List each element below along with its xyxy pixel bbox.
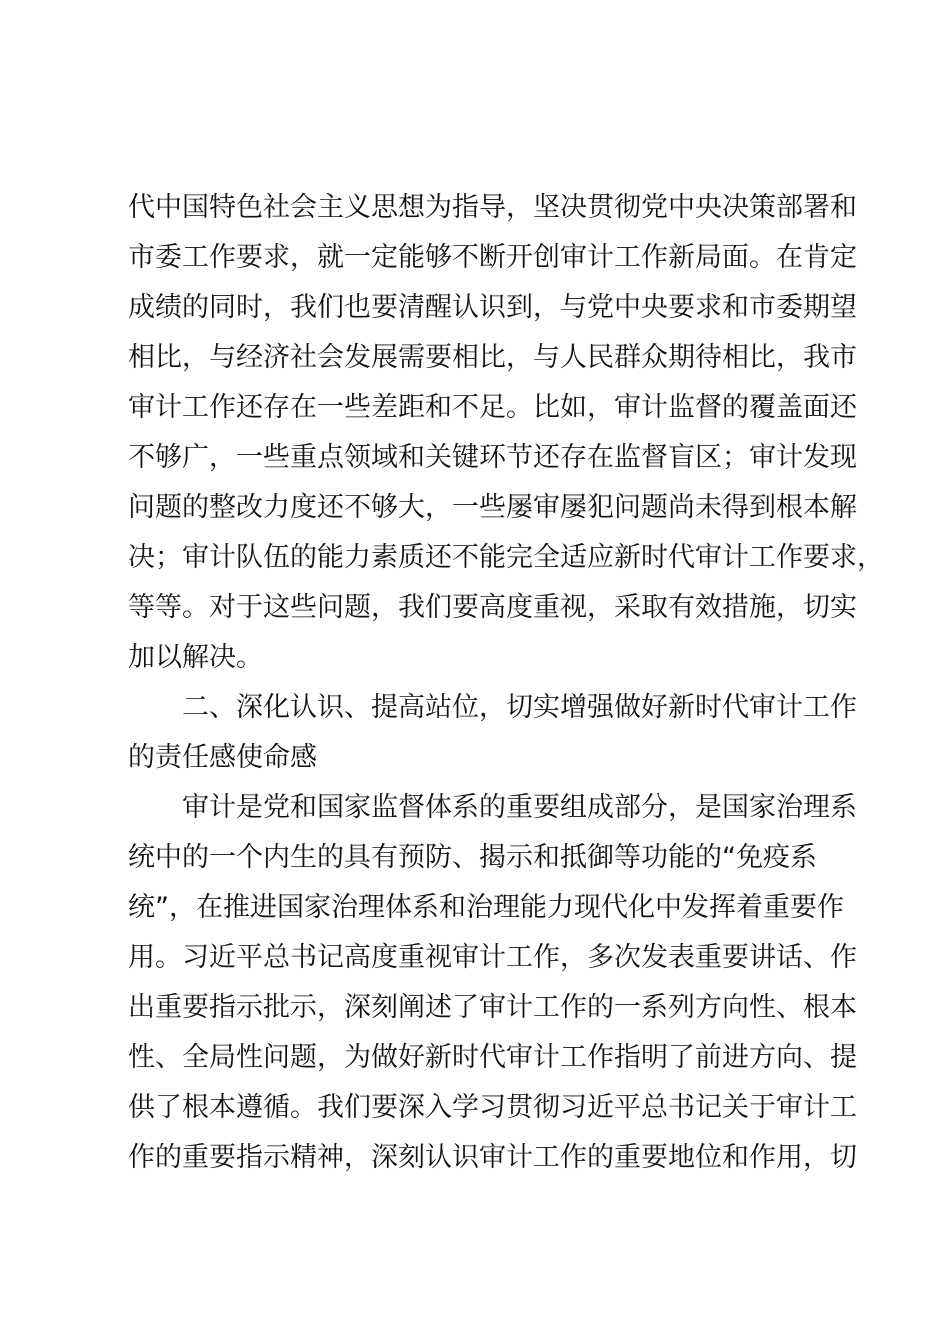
text-line: 代中国特色社会主义思想为指导，坚决贯彻党中央决策部署和 — [128, 192, 857, 223]
text-line: 用。习近平总书记高度重视审计工作，多次发表重要讲话、作 — [128, 942, 857, 973]
text-line: 成绩的同时，我们也要清醒认识到，与党中央要求和市委期望 — [128, 292, 857, 323]
text-line: 问题的整改力度还不够大，一些屡审屡犯问题尚未得到根本解 — [128, 492, 857, 523]
text-line: 不够广，一些重点领域和关键环节还存在监督盲区；审计发现 — [128, 442, 857, 473]
section-heading-continuation: 的责任感使命感 — [128, 742, 317, 773]
text-line: 统中的一个内生的具有预防、揭示和抵御等功能的“免疫系 — [128, 842, 817, 873]
text-line: 相比，与经济社会发展需要相比，与人民群众期待相比，我市 — [128, 342, 857, 373]
text-line: 等等。对于这些问题，我们要高度重视，采取有效措施，切实 — [128, 592, 857, 623]
text-line: 审计工作还存在一些差距和不足。比如，审计监督的覆盖面还 — [128, 392, 857, 423]
document-body — [128, 183, 884, 1183]
text-line: 作的重要指示精神，深刻认识审计工作的重要地位和作用，切 — [128, 1142, 857, 1173]
text-line: 出重要指示批示，深刻阐述了审计工作的一系列方向性、根本 — [128, 992, 857, 1023]
text-line: 统”，在推进国家治理体系和治理能力现代化中发挥着重要作 — [128, 892, 844, 923]
text-line: 市委工作要求，就一定能够不断开创审计工作新局面。在肯定 — [128, 242, 857, 273]
text-line: 决；审计队伍的能力素质还不能完全适应新时代审计工作要求， — [128, 542, 884, 573]
section-heading: 二、深化认识、提高站位，切实增强做好新时代审计工作 — [182, 692, 857, 723]
paragraph-start: 审计是党和国家监督体系的重要组成部分，是国家治理系 — [182, 792, 857, 823]
text-line: 供了根本遵循。我们要深入学习贯彻习近平总书记关于审计工 — [128, 1092, 857, 1123]
text-line: 性、全局性问题，为做好新时代审计工作指明了前进方向、提 — [128, 1042, 857, 1073]
text-line: 加以解决。 — [128, 642, 263, 673]
